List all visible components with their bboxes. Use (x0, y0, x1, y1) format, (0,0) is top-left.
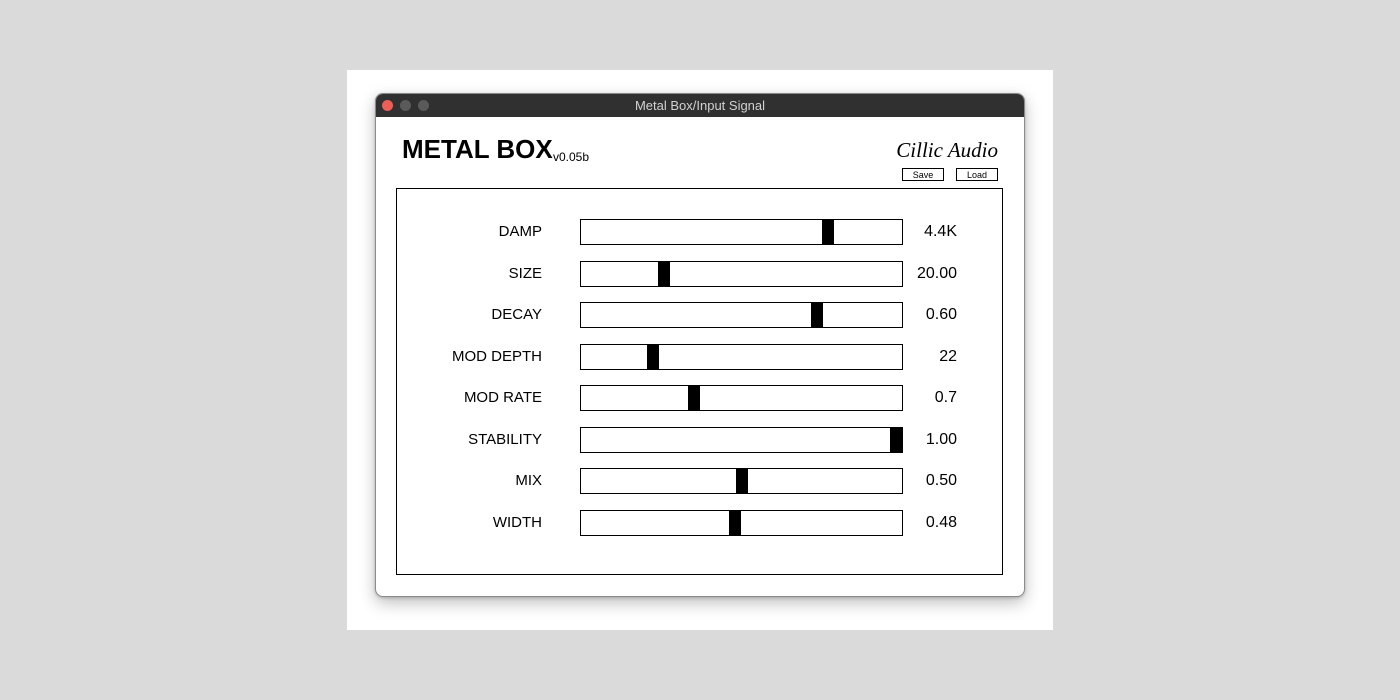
param-row-mod-depth (397, 344, 1002, 370)
param-label: STABILITY (468, 431, 542, 448)
param-row-width (397, 510, 1002, 536)
minimize-button[interactable] (400, 100, 411, 111)
param-row-decay (397, 302, 1002, 328)
slider-thumb[interactable] (647, 345, 659, 369)
param-row-mod-rate (397, 385, 1002, 411)
param-value: 22 (939, 348, 957, 365)
param-value: 0.7 (934, 389, 957, 406)
slider-thumb[interactable] (811, 303, 823, 327)
mod-depth-slider[interactable] (580, 344, 903, 370)
stability-slider[interactable] (580, 427, 903, 453)
load-button[interactable]: Load (956, 168, 998, 181)
zoom-button[interactable] (418, 100, 429, 111)
close-button[interactable] (382, 100, 393, 111)
param-value: 0.48 (925, 514, 957, 531)
param-value: 4.4K (924, 223, 957, 240)
mod-rate-slider[interactable] (580, 385, 903, 411)
slider-thumb[interactable] (729, 511, 741, 535)
plugin-window (375, 93, 1025, 597)
parameter-panel (396, 188, 1003, 575)
slider-thumb[interactable] (890, 428, 902, 452)
param-label: DECAY (491, 306, 542, 323)
window-title: Metal Box/Input Signal (634, 98, 766, 113)
title-bar[interactable] (376, 94, 1024, 117)
slider-thumb[interactable] (658, 262, 670, 286)
param-row-stability (397, 427, 1002, 453)
slider-thumb[interactable] (688, 386, 700, 410)
param-row-mix (397, 468, 1002, 494)
param-row-damp (397, 219, 1002, 245)
damp-slider[interactable] (580, 219, 903, 245)
param-value: 20.00 (916, 265, 957, 282)
slider-thumb[interactable] (736, 469, 748, 493)
product-name: METAL BOX (402, 134, 553, 164)
save-button[interactable]: Save (902, 168, 944, 181)
mix-slider[interactable] (580, 468, 903, 494)
param-label: WIDTH (492, 514, 542, 531)
product-version: v0.05b (553, 150, 590, 164)
param-value: 0.60 (925, 306, 957, 323)
company-logo: Cillic Audio (896, 138, 998, 162)
param-row-size (397, 261, 1002, 287)
param-value: 1.00 (925, 431, 957, 448)
decay-slider[interactable] (580, 302, 903, 328)
size-slider[interactable] (580, 261, 903, 287)
param-label: MOD DEPTH (452, 348, 542, 365)
slider-thumb[interactable] (822, 220, 834, 244)
width-slider[interactable] (580, 510, 903, 536)
param-label: MIX (515, 472, 542, 489)
param-label: DAMP (498, 223, 542, 240)
param-label: MOD RATE (463, 389, 542, 406)
param-value: 0.50 (925, 472, 957, 489)
param-label: SIZE (508, 265, 542, 282)
